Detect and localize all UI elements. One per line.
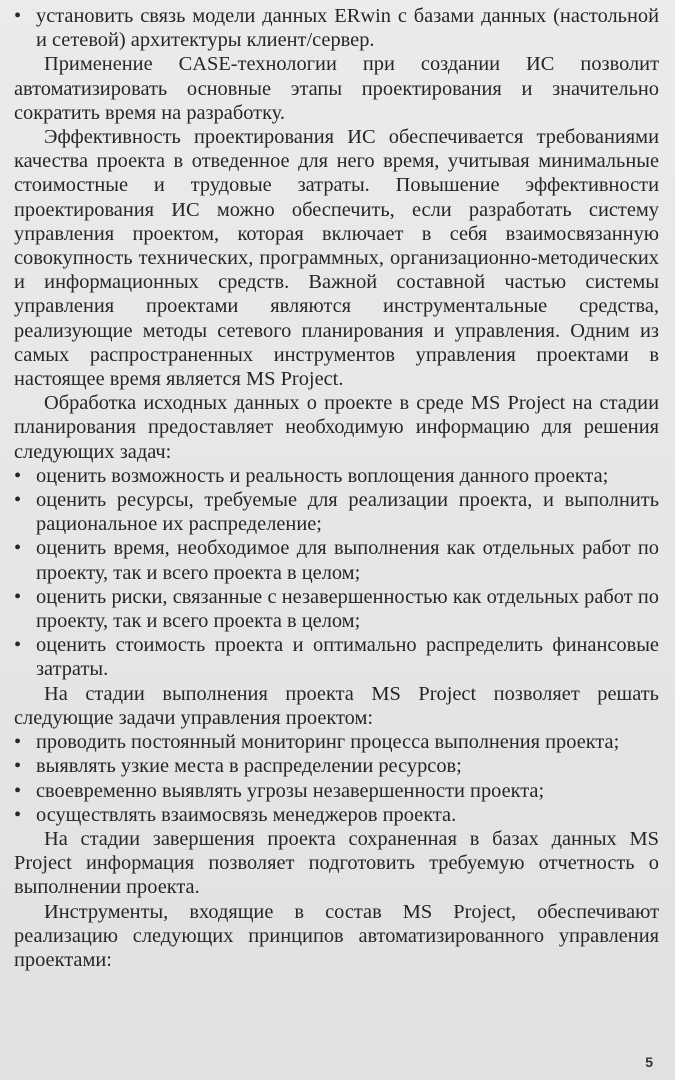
- list-item-text: оценить возможность и реальность воплощения данного проекта;: [36, 464, 609, 487]
- list-item: [14, 803, 659, 827]
- page-body-text: [14, 4, 659, 972]
- bullet-marker: •: [14, 634, 22, 657]
- paragraph: Эффективность проектирования ИС обеспечивается требованиями качества проекта в отведенное для него время, учитывая минимальные стоимостные и трудовые затраты. Повышение эффективности проектирования ИС можно обеспечить, если разработать систему управления проектом, которая включает в себя взаимосвязанную совокупность технических, программных, организационно-методических и информационных средств. Важной составной частью системы управления проектами являются инструментальные средства, реализующие методы сетевого планирования и управления. Одним из самых распространенных инструментов управления проектами в настоящее время является MS Project.: [14, 126, 659, 391]
- page-number: 5: [645, 1054, 653, 1070]
- list-item-text: оценить риски, связанные с незавершенностью как отдельных работ по проекту, так и всего проекта в целом;: [36, 585, 659, 633]
- bullet-marker: •: [14, 537, 22, 560]
- list-item-text: осуществлять взаимосвязь менеджеров проекта.: [36, 803, 457, 826]
- list-item: [14, 585, 659, 633]
- paragraph: На стадии завершения проекта сохраненная в базах данных MS Project информация позволяет подготовить требуемую отчетность о выполнении проекта.: [14, 827, 659, 899]
- bullet-marker: •: [14, 779, 22, 802]
- list-item: [14, 779, 659, 803]
- bullet-marker: •: [14, 464, 22, 487]
- list-item: [14, 536, 659, 584]
- list-item: [14, 730, 659, 754]
- list-item: [14, 464, 659, 488]
- list-item-text: установить связь модели данных ERwin с базами данных (настольной и сетевой) архитектуры клиент/сервер.: [36, 5, 659, 52]
- list-item-text: проводить постоянный мониторинг процесса выполнения проекта;: [36, 731, 620, 754]
- list-item: [14, 633, 659, 681]
- list-item-text: своевременно выявлять угрозы незавершенности проекта;: [36, 779, 545, 802]
- list-item: [14, 754, 659, 778]
- list-item-text: оценить ресурсы, требуемые для реализации проекта, и выполнить рациональное их распределение;: [36, 489, 659, 536]
- bullet-marker: •: [14, 585, 22, 608]
- bullet-marker: •: [14, 731, 22, 754]
- list-item-text: оценить стоимость проекта и оптимально распределить финансовые затраты.: [36, 634, 659, 681]
- bullet-marker: •: [14, 5, 22, 27]
- bullet-marker: •: [14, 803, 22, 826]
- list-item-text: выявлять узкие места в распределении ресурсов;: [36, 755, 462, 778]
- bullet-marker: •: [14, 755, 22, 778]
- paragraph: Применение CASE-технологии при создании ИС позволит автоматизировать основные этапы проектирования и значительно сократить время на разработку.: [14, 53, 659, 124]
- paragraph: Инструменты, входящие в состав MS Project, обеспечивают реализацию следующих принципов автоматизированного управления проектами:: [14, 900, 659, 971]
- paragraph: На стадии выполнения проекта MS Project позволяет решать следующие задачи управления проектом:: [14, 682, 659, 729]
- list-item: [14, 488, 659, 536]
- bullet-marker: •: [14, 489, 22, 512]
- list-item-text: оценить время, необходимое для выполнения как отдельных работ по проекту, так и всего проекта в целом;: [36, 537, 659, 584]
- list-item: [14, 4, 659, 52]
- paragraph: Обработка исходных данных о проекте в среде MS Project на стадии планирования предоставляет необходимую информацию для решения следующих задач:: [14, 392, 659, 463]
